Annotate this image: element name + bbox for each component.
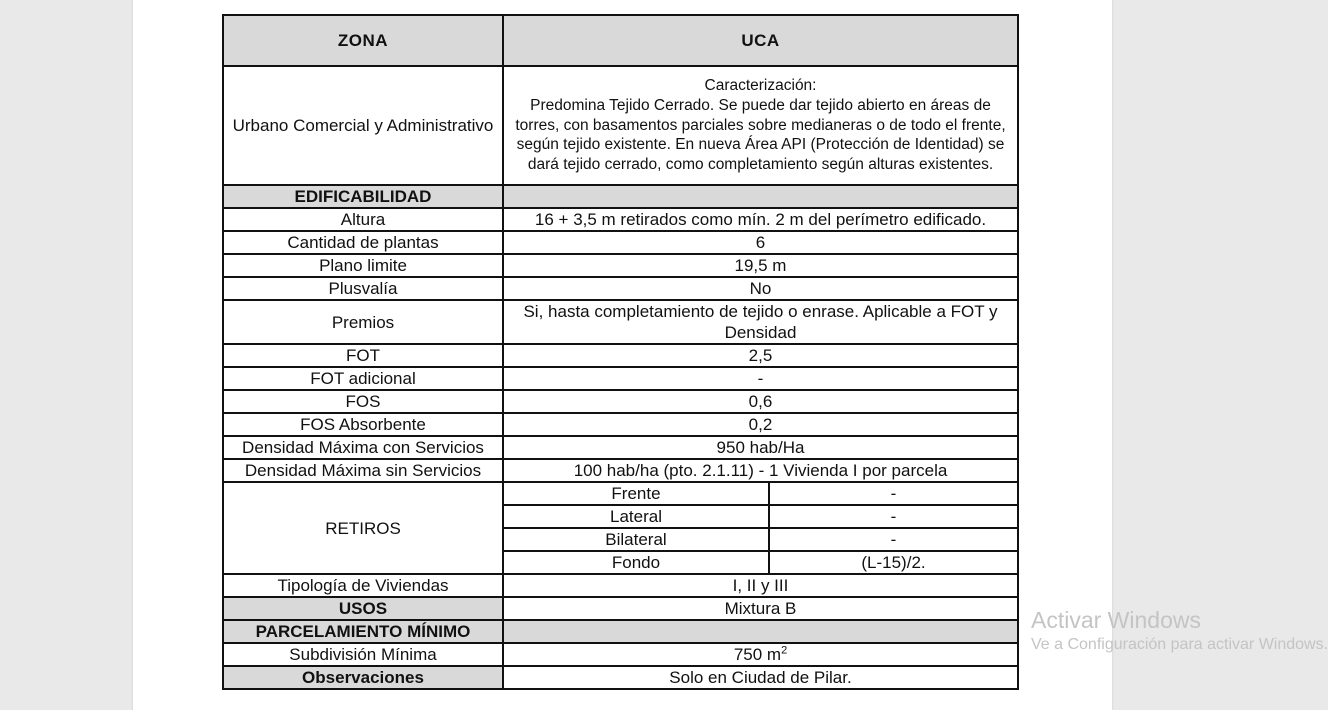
retiros-label: RETIROS bbox=[223, 482, 503, 574]
table-row bbox=[223, 390, 1018, 413]
retiro-name-lateral: Lateral bbox=[503, 505, 769, 528]
zone-table bbox=[222, 14, 1019, 690]
zone-name: Urbano Comercial y Administrativo bbox=[223, 66, 503, 185]
parcelamiento-heading: PARCELAMIENTO MÍNIMO bbox=[223, 620, 503, 643]
row-label-plano-limite: Plano limite bbox=[223, 254, 503, 277]
usos-value: Mixtura B bbox=[503, 597, 1018, 620]
observaciones-row bbox=[223, 666, 1018, 689]
observaciones-label: Observaciones bbox=[223, 666, 503, 689]
watermark-subtitle: Ve a Configuración para activar Windows. bbox=[1031, 636, 1328, 653]
tipologia-value: I, II y III bbox=[503, 574, 1018, 597]
retiro-value-fondo: (L-15)/2. bbox=[769, 551, 1018, 574]
tipologia-label: Tipología de Viviendas bbox=[223, 574, 503, 597]
retiros-row bbox=[223, 482, 1018, 505]
row-value-premios: Si, hasta completamiento de tejido o enrase. Aplicable a FOT y Densidad bbox=[503, 300, 1018, 344]
table-row bbox=[223, 459, 1018, 482]
row-value-fot-adicional: - bbox=[503, 367, 1018, 390]
characterization-text: Predomina Tejido Cerrado. Se puede dar tejido abierto en áreas de torres, con basamentos parciales sobre medianeras o de todo el frente, según tejido existente. En nueva Área API (Protección de Identidad) se dará tejido cerrado, como completamiento según alturas existentes. bbox=[515, 96, 1006, 174]
row-value-densidad-con: 950 hab/Ha bbox=[503, 436, 1018, 459]
row-label-fos-absorbente: FOS Absorbente bbox=[223, 413, 503, 436]
usos-label: USOS bbox=[223, 597, 503, 620]
subdivision-value bbox=[503, 643, 1018, 666]
parcelamiento-heading-blank bbox=[503, 620, 1018, 643]
row-value-plusvalia: No bbox=[503, 277, 1018, 300]
table-row bbox=[223, 574, 1018, 597]
edificabilidad-section-row bbox=[223, 185, 1018, 208]
zone-characterization bbox=[503, 66, 1018, 185]
observaciones-value: Solo en Ciudad de Pilar. bbox=[503, 666, 1018, 689]
row-label-plantas: Cantidad de plantas bbox=[223, 231, 503, 254]
retiro-name-bilateral: Bilateral bbox=[503, 528, 769, 551]
row-value-fos-absorbente: 0,2 bbox=[503, 413, 1018, 436]
row-label-plusvalia: Plusvalía bbox=[223, 277, 503, 300]
zona-value: UCA bbox=[503, 15, 1018, 66]
parcelamiento-section-row bbox=[223, 620, 1018, 643]
table-row bbox=[223, 643, 1018, 666]
row-value-altura: 16 + 3,5 m retirados como mín. 2 m del perímetro edificado. bbox=[503, 208, 1018, 231]
edificabilidad-heading-blank bbox=[503, 185, 1018, 208]
table-row bbox=[223, 300, 1018, 344]
retiro-name-frente: Frente bbox=[503, 482, 769, 505]
zone-header-row bbox=[223, 15, 1018, 66]
zone-description-row bbox=[223, 66, 1018, 185]
zona-label: ZONA bbox=[223, 15, 503, 66]
row-value-fot: 2,5 bbox=[503, 344, 1018, 367]
row-value-plano-limite: 19,5 m bbox=[503, 254, 1018, 277]
subdivision-label: Subdivisión Mínima bbox=[223, 643, 503, 666]
usos-row bbox=[223, 597, 1018, 620]
retiro-value-bilateral: - bbox=[769, 528, 1018, 551]
row-value-plantas: 6 bbox=[503, 231, 1018, 254]
retiro-name-fondo: Fondo bbox=[503, 551, 769, 574]
row-label-fot-adicional: FOT adicional bbox=[223, 367, 503, 390]
row-label-densidad-sin: Densidad Máxima sin Servicios bbox=[223, 459, 503, 482]
retiro-value-frente: - bbox=[769, 482, 1018, 505]
table-row bbox=[223, 436, 1018, 459]
table-row bbox=[223, 344, 1018, 367]
retiro-value-lateral: - bbox=[769, 505, 1018, 528]
row-label-fot: FOT bbox=[223, 344, 503, 367]
table-row bbox=[223, 413, 1018, 436]
row-value-fos: 0,6 bbox=[503, 390, 1018, 413]
table-row bbox=[223, 208, 1018, 231]
windows-activation-watermark bbox=[1031, 606, 1328, 656]
subdivision-number: 750 m bbox=[733, 645, 782, 664]
row-label-densidad-con: Densidad Máxima con Servicios bbox=[223, 436, 503, 459]
table-row bbox=[223, 254, 1018, 277]
table-row bbox=[223, 367, 1018, 390]
characterization-title: Caracterización: bbox=[704, 77, 817, 94]
table-row bbox=[223, 277, 1018, 300]
watermark-title: Activar Windows bbox=[1031, 607, 1201, 633]
edificabilidad-heading: EDIFICABILIDAD bbox=[223, 185, 503, 208]
row-label-altura: Altura bbox=[223, 208, 503, 231]
row-label-fos: FOS bbox=[223, 390, 503, 413]
table-row bbox=[223, 231, 1018, 254]
row-label-premios: Premios bbox=[223, 300, 503, 344]
row-value-densidad-sin: 100 hab/ha (pto. 2.1.11) - 1 Vivienda I por parcela bbox=[503, 459, 1018, 482]
subdivision-unit-sup: 2 bbox=[781, 644, 788, 657]
